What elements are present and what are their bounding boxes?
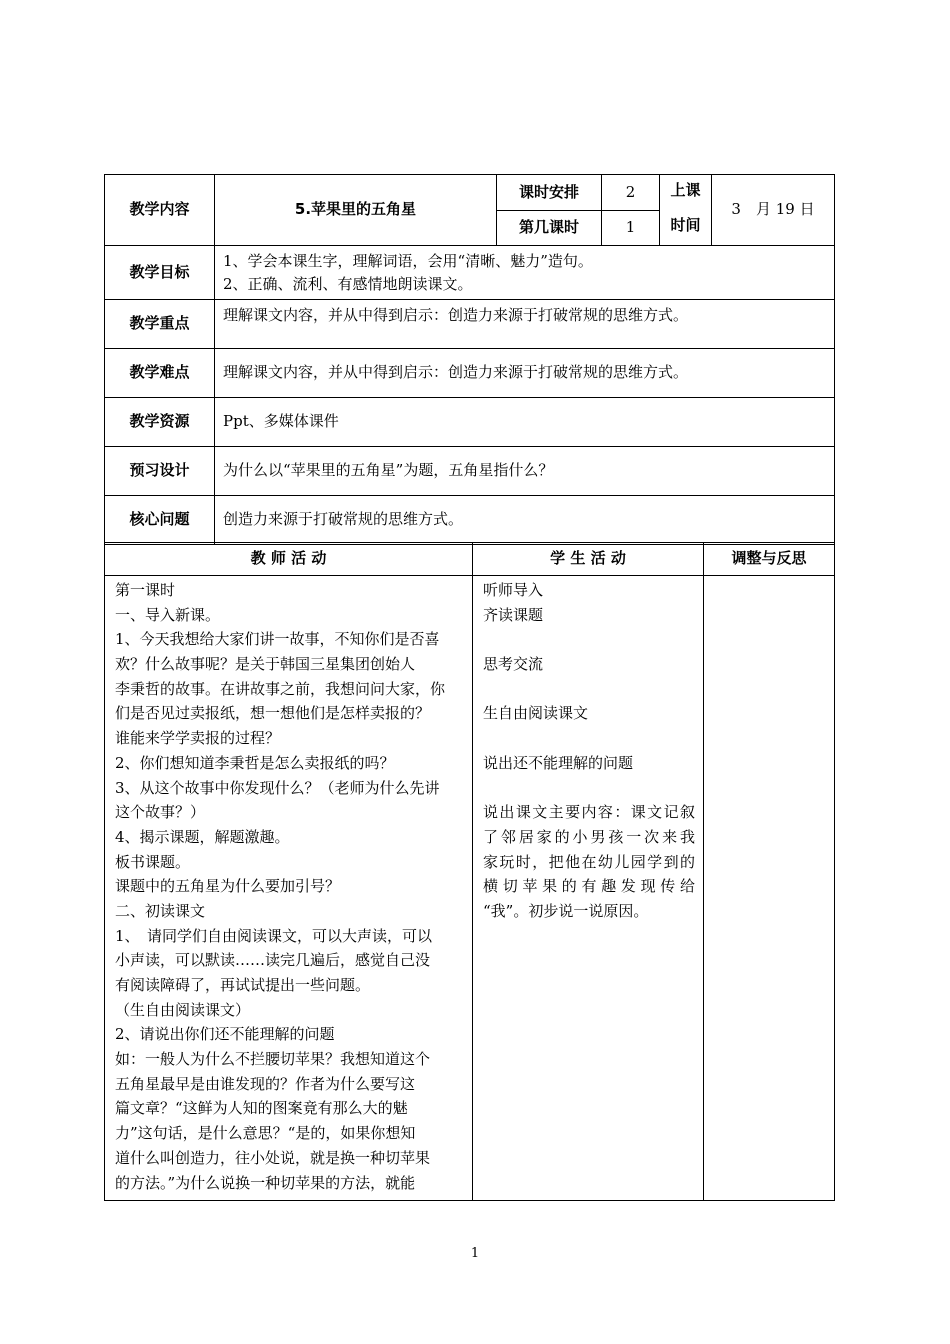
difficulty-row — [105, 349, 835, 398]
lesson-title: 5.苹果里的五角星 — [215, 175, 497, 246]
page-number: 1 — [470, 1246, 480, 1261]
student-line: 家玩时，把他在幼儿园学到的 — [483, 852, 695, 871]
teacher-line: 力”这句话，是什么意思？“是的，如果你想知 — [115, 1124, 416, 1143]
reflection-header: 调整与反思 — [704, 543, 835, 576]
reflection-cell — [704, 576, 835, 1201]
class-time-label-top: 上课 — [670, 181, 701, 199]
goals-cell — [215, 246, 835, 300]
activities-header-row — [105, 543, 835, 576]
core-text: 创造力来源于打破常规的思维方式。 — [215, 496, 835, 545]
schedule-label: 课时安排 — [497, 175, 602, 211]
teacher-line: 道什么叫创造力，往小处说，就是换一种切苹果 — [115, 1148, 431, 1167]
teacher-line: 1、 请同学们自由阅读课文，可以大声读，可以 — [115, 926, 433, 945]
teacher-line: 4、揭示课题，解题激趣。 — [115, 827, 290, 846]
period-label: 第几课时 — [497, 210, 602, 246]
student-line — [483, 677, 695, 702]
schedule-value: 2 — [602, 175, 660, 211]
content-label: 教学内容 — [105, 175, 215, 246]
teacher-line: 2、请说出你们还不能理解的问题 — [115, 1025, 335, 1044]
difficulty-text: 理解课文内容，并从中得到启示：创造力来源于打破常规的思维方式。 — [215, 349, 835, 398]
core-label: 核心问题 — [105, 496, 215, 545]
core-row — [105, 496, 835, 545]
class-date: 3 月 19 日 — [712, 175, 835, 246]
teacher-line: 五角星最早是由谁发现的？作者为什么要写这 — [115, 1074, 416, 1093]
goals-label: 教学目标 — [105, 246, 215, 300]
teacher-line: 课题中的五角星为什么要加引号？ — [115, 877, 341, 896]
class-time-label — [660, 175, 712, 246]
difficulty-label: 教学难点 — [105, 349, 215, 398]
student-line: 横切苹果的有趣发现传给 — [483, 877, 695, 896]
resources-row — [105, 398, 835, 447]
class-time-label-bottom: 时间 — [670, 216, 701, 234]
resources-label: 教学资源 — [105, 398, 215, 447]
teacher-line: 欢？什么故事呢？是关于韩国三星集团创始人 — [115, 655, 416, 674]
teacher-line: 有阅读障碍了，再试试提出一些问题。 — [115, 976, 371, 994]
preview-label: 预习设计 — [105, 447, 215, 496]
teacher-line: 2、你们想知道李秉哲是怎么卖报纸的吗？ — [115, 753, 395, 772]
resources-text: Ppt、多媒体课件 — [215, 398, 835, 447]
teacher-line: 3、从这个故事中你发现什么？（老师为什么先讲 — [115, 778, 440, 797]
student-line: “我”。初步说一说原因。 — [483, 901, 649, 920]
goal-item: 2、正确、流利、有感情地朗读课文。 — [223, 275, 473, 294]
preview-row — [105, 447, 835, 496]
student-activity-header: 学 生 活 动 — [473, 543, 704, 576]
teacher-line: 1、今天我想给大家们讲一故事，不知你们是否喜 — [115, 630, 440, 649]
student-line: 听师导入 — [483, 581, 544, 599]
student-line: 生自由阅读课文 — [483, 704, 589, 723]
student-line — [483, 726, 695, 751]
student-line: 了邻居家的小男孩一次来我 — [483, 827, 695, 846]
focus-text: 理解课文内容，并从中得到启示：创造力来源于打破常规的思维方式。 — [215, 300, 835, 349]
focus-row — [105, 300, 835, 349]
activities-body-row — [105, 576, 835, 1201]
teacher-line: 李秉哲的故事。在讲故事之前，我想问问大家，你 — [115, 679, 446, 698]
period-value: 1 — [602, 210, 660, 246]
student-activity-cell — [473, 576, 704, 1201]
teacher-line: 这个故事？） — [115, 803, 206, 822]
focus-label: 教学重点 — [105, 300, 215, 349]
lesson-info-table — [104, 174, 835, 545]
goals-row — [105, 246, 835, 300]
goal-item: 1、学会本课生字，理解词语，会用“清晰、魅力”造句。 — [223, 252, 593, 270]
teacher-line: 一、导入新课。 — [115, 605, 221, 624]
teacher-line: 二、初读课文 — [115, 901, 206, 920]
student-line: 说出课文主要内容：课文记叙 — [483, 803, 695, 822]
activities-table — [104, 542, 835, 1201]
teacher-line: 篇文章？“这鲜为人知的图案竟有那么大的魅 — [115, 1099, 408, 1118]
student-line: 齐读课题 — [483, 605, 544, 624]
teacher-line: 小声读，可以默读……读完几遍后，感觉自己没 — [115, 951, 431, 970]
teacher-line: 的方法。”为什么说换一种切苹果的方法，就能 — [115, 1173, 416, 1192]
student-line — [483, 627, 695, 652]
student-line: 说出还不能理解的问题 — [483, 753, 634, 772]
teacher-line: 谁能来学学卖报的过程？ — [115, 729, 281, 748]
teacher-activity-cell — [105, 576, 473, 1201]
teacher-line: 们是否见过卖报纸，想一想他们是怎样卖报的？ — [115, 704, 431, 723]
teacher-activity-header: 教 师 活 动 — [105, 543, 473, 576]
preview-text: 为什么以“苹果里的五角星”为题，五角星指什么？ — [215, 447, 835, 496]
student-line: 思考交流 — [483, 655, 544, 674]
teacher-line: 如：一般人为什么不拦腰切苹果？我想知道这个 — [115, 1050, 431, 1069]
header-row-1 — [105, 175, 835, 211]
teacher-line: 第一课时 — [115, 581, 176, 599]
student-line — [483, 776, 695, 801]
teacher-line: （生自由阅读课文） — [115, 1000, 251, 1019]
teacher-line: 板书课题。 — [115, 852, 191, 871]
